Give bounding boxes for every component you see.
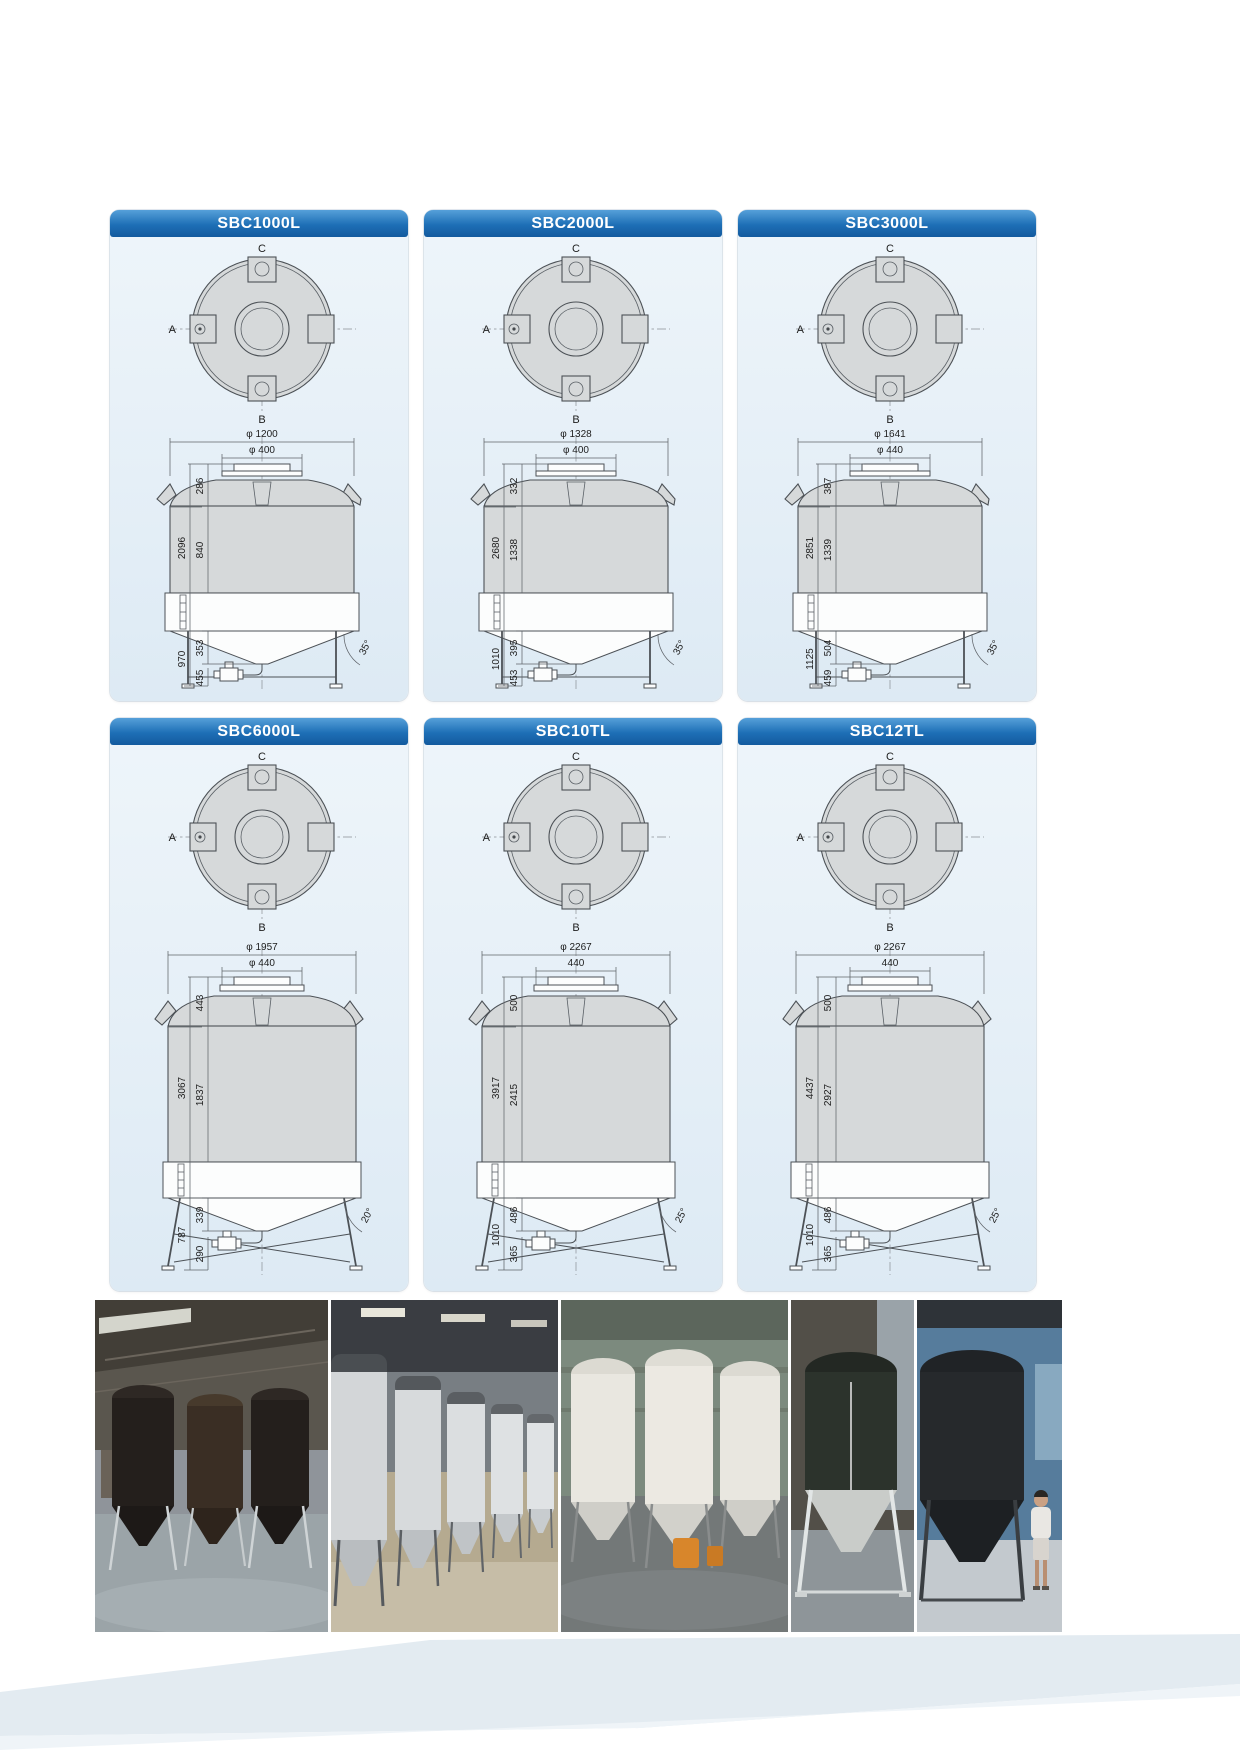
- label-a: A: [482, 324, 490, 336]
- top-view: [482, 751, 670, 934]
- dim-cone-angle: 35°: [985, 638, 1003, 658]
- top-view: [796, 243, 984, 426]
- dim-manway-diameter: φ 400: [563, 445, 589, 456]
- dim-neck-height: 443: [195, 994, 206, 1012]
- label-b: B: [258, 922, 266, 934]
- label-a: A: [168, 832, 176, 844]
- front-view: [155, 942, 376, 1275]
- panel-title: SBC12TL: [738, 718, 1036, 745]
- dim-cone-angle: 35°: [357, 638, 375, 658]
- photo-green-tank-white-stand: [791, 1300, 914, 1632]
- dim-body-height: 1339: [823, 538, 834, 562]
- photo-dark-cone-bottom-tanks: [95, 1300, 328, 1632]
- dim-outlet-height: 453: [509, 669, 520, 687]
- tank-drawing-sbc3000l: [738, 237, 1036, 701]
- panel-title: SBC1000L: [110, 210, 408, 237]
- panel-sbc2000l: [424, 210, 722, 701]
- tank-drawing-sbc12tl: [738, 745, 1036, 1291]
- dim-body-height: 1338: [509, 538, 520, 562]
- tank-drawing-sbc6000l: [110, 745, 408, 1291]
- dim-manway-diameter: φ 440: [249, 958, 275, 969]
- dim-total-height: 2680: [491, 536, 502, 560]
- dim-total-height: 2096: [177, 536, 188, 560]
- dim-outlet-height: 365: [823, 1245, 834, 1263]
- front-view: [785, 429, 1002, 689]
- dim-cone-height: 353: [195, 639, 206, 657]
- top-view: [482, 243, 670, 426]
- dim-cone-angle: 35°: [671, 638, 689, 658]
- dim-total-height: 3067: [177, 1076, 188, 1100]
- dim-outer-diameter: φ 1328: [560, 429, 592, 440]
- dim-manway-diameter: φ 440: [877, 445, 903, 456]
- photo-white-tanks-with-buckets: [561, 1300, 788, 1632]
- photo-black-tank-with-person: [917, 1300, 1062, 1632]
- label-a: A: [796, 832, 804, 844]
- label-b: B: [886, 414, 894, 426]
- dim-neck-height: 500: [823, 994, 834, 1012]
- panel-title: SBC10TL: [424, 718, 722, 745]
- dim-outlet-height: 290: [195, 1245, 206, 1263]
- dim-total-height: 2851: [805, 536, 816, 560]
- tank-drawing-sbc1000l: [110, 237, 408, 701]
- dim-cone-angle: 20°: [359, 1206, 377, 1226]
- dim-outlet-height: 455: [195, 669, 206, 687]
- dim-cone-height: 395: [509, 639, 520, 657]
- dim-body-height: 2415: [509, 1083, 520, 1107]
- tank-drawing-sbc2000l: [424, 237, 722, 701]
- photo-stainless-tank-row: [331, 1300, 558, 1632]
- tank-drawing-sbc10tl: [424, 745, 722, 1291]
- footer-wedge: [0, 1632, 1240, 1754]
- label-a: A: [168, 324, 176, 336]
- dim-body-height: 840: [195, 541, 206, 559]
- panel-title: SBC2000L: [424, 210, 722, 237]
- dim-body-height: 1837: [195, 1083, 206, 1107]
- label-b: B: [572, 922, 580, 934]
- label-b: B: [886, 922, 894, 934]
- label-c: C: [886, 751, 894, 763]
- dim-outer-diameter: φ 1957: [246, 942, 278, 953]
- panel-sbc10tl: [424, 718, 722, 1291]
- dim-total-height: 3917: [491, 1076, 502, 1100]
- dim-under-height: 1010: [805, 1223, 816, 1247]
- dim-cone-angle: 25°: [987, 1206, 1005, 1226]
- dim-under-height: 787: [177, 1226, 188, 1244]
- label-a: A: [482, 832, 490, 844]
- dim-under-height: 970: [177, 650, 188, 668]
- panel-sbc12tl: [738, 718, 1036, 1291]
- label-b: B: [258, 414, 266, 426]
- dim-manway-diameter: φ 400: [249, 445, 275, 456]
- dim-neck-height: 286: [195, 477, 206, 495]
- dim-neck-height: 500: [509, 994, 520, 1012]
- dim-cone-height: 486: [509, 1206, 520, 1224]
- panel-sbc3000l: [738, 210, 1036, 701]
- dim-outer-diameter: φ 1200: [246, 429, 278, 440]
- dim-cone-height: 486: [823, 1206, 834, 1224]
- dim-cone-angle: 25°: [673, 1206, 691, 1226]
- dim-body-height: 2927: [823, 1083, 834, 1107]
- label-c: C: [572, 751, 580, 763]
- dim-outlet-height: 459: [823, 669, 834, 687]
- dim-outer-diameter: φ 2267: [560, 942, 592, 953]
- top-view: [168, 751, 356, 934]
- dim-cone-height: 339: [195, 1206, 206, 1224]
- front-view: [157, 429, 374, 689]
- label-a: A: [796, 324, 804, 336]
- label-c: C: [258, 243, 266, 255]
- top-view: [796, 751, 984, 934]
- dim-neck-height: 332: [509, 477, 520, 495]
- panel-sbc1000l: [110, 210, 408, 701]
- dim-under-height: 1010: [491, 1223, 502, 1247]
- front-view: [783, 942, 1004, 1275]
- dim-manway-diameter: 440: [567, 958, 585, 969]
- dim-outer-diameter: φ 2267: [874, 942, 906, 953]
- label-c: C: [886, 243, 894, 255]
- panel-title: SBC3000L: [738, 210, 1036, 237]
- top-view: [168, 243, 356, 426]
- dim-cone-height: 504: [823, 639, 834, 657]
- label-c: C: [572, 243, 580, 255]
- dim-total-height: 4437: [805, 1076, 816, 1100]
- dim-neck-height: 387: [823, 477, 834, 495]
- panel-title: SBC6000L: [110, 718, 408, 745]
- dim-outlet-height: 365: [509, 1245, 520, 1263]
- dim-under-height: 1125: [805, 648, 816, 670]
- panel-sbc6000l: [110, 718, 408, 1291]
- front-view: [469, 942, 690, 1275]
- dim-outer-diameter: φ 1641: [874, 429, 906, 440]
- label-c: C: [258, 751, 266, 763]
- dim-under-height: 1010: [491, 647, 502, 671]
- front-view: [471, 429, 688, 689]
- dim-manway-diameter: 440: [881, 958, 899, 969]
- label-b: B: [572, 414, 580, 426]
